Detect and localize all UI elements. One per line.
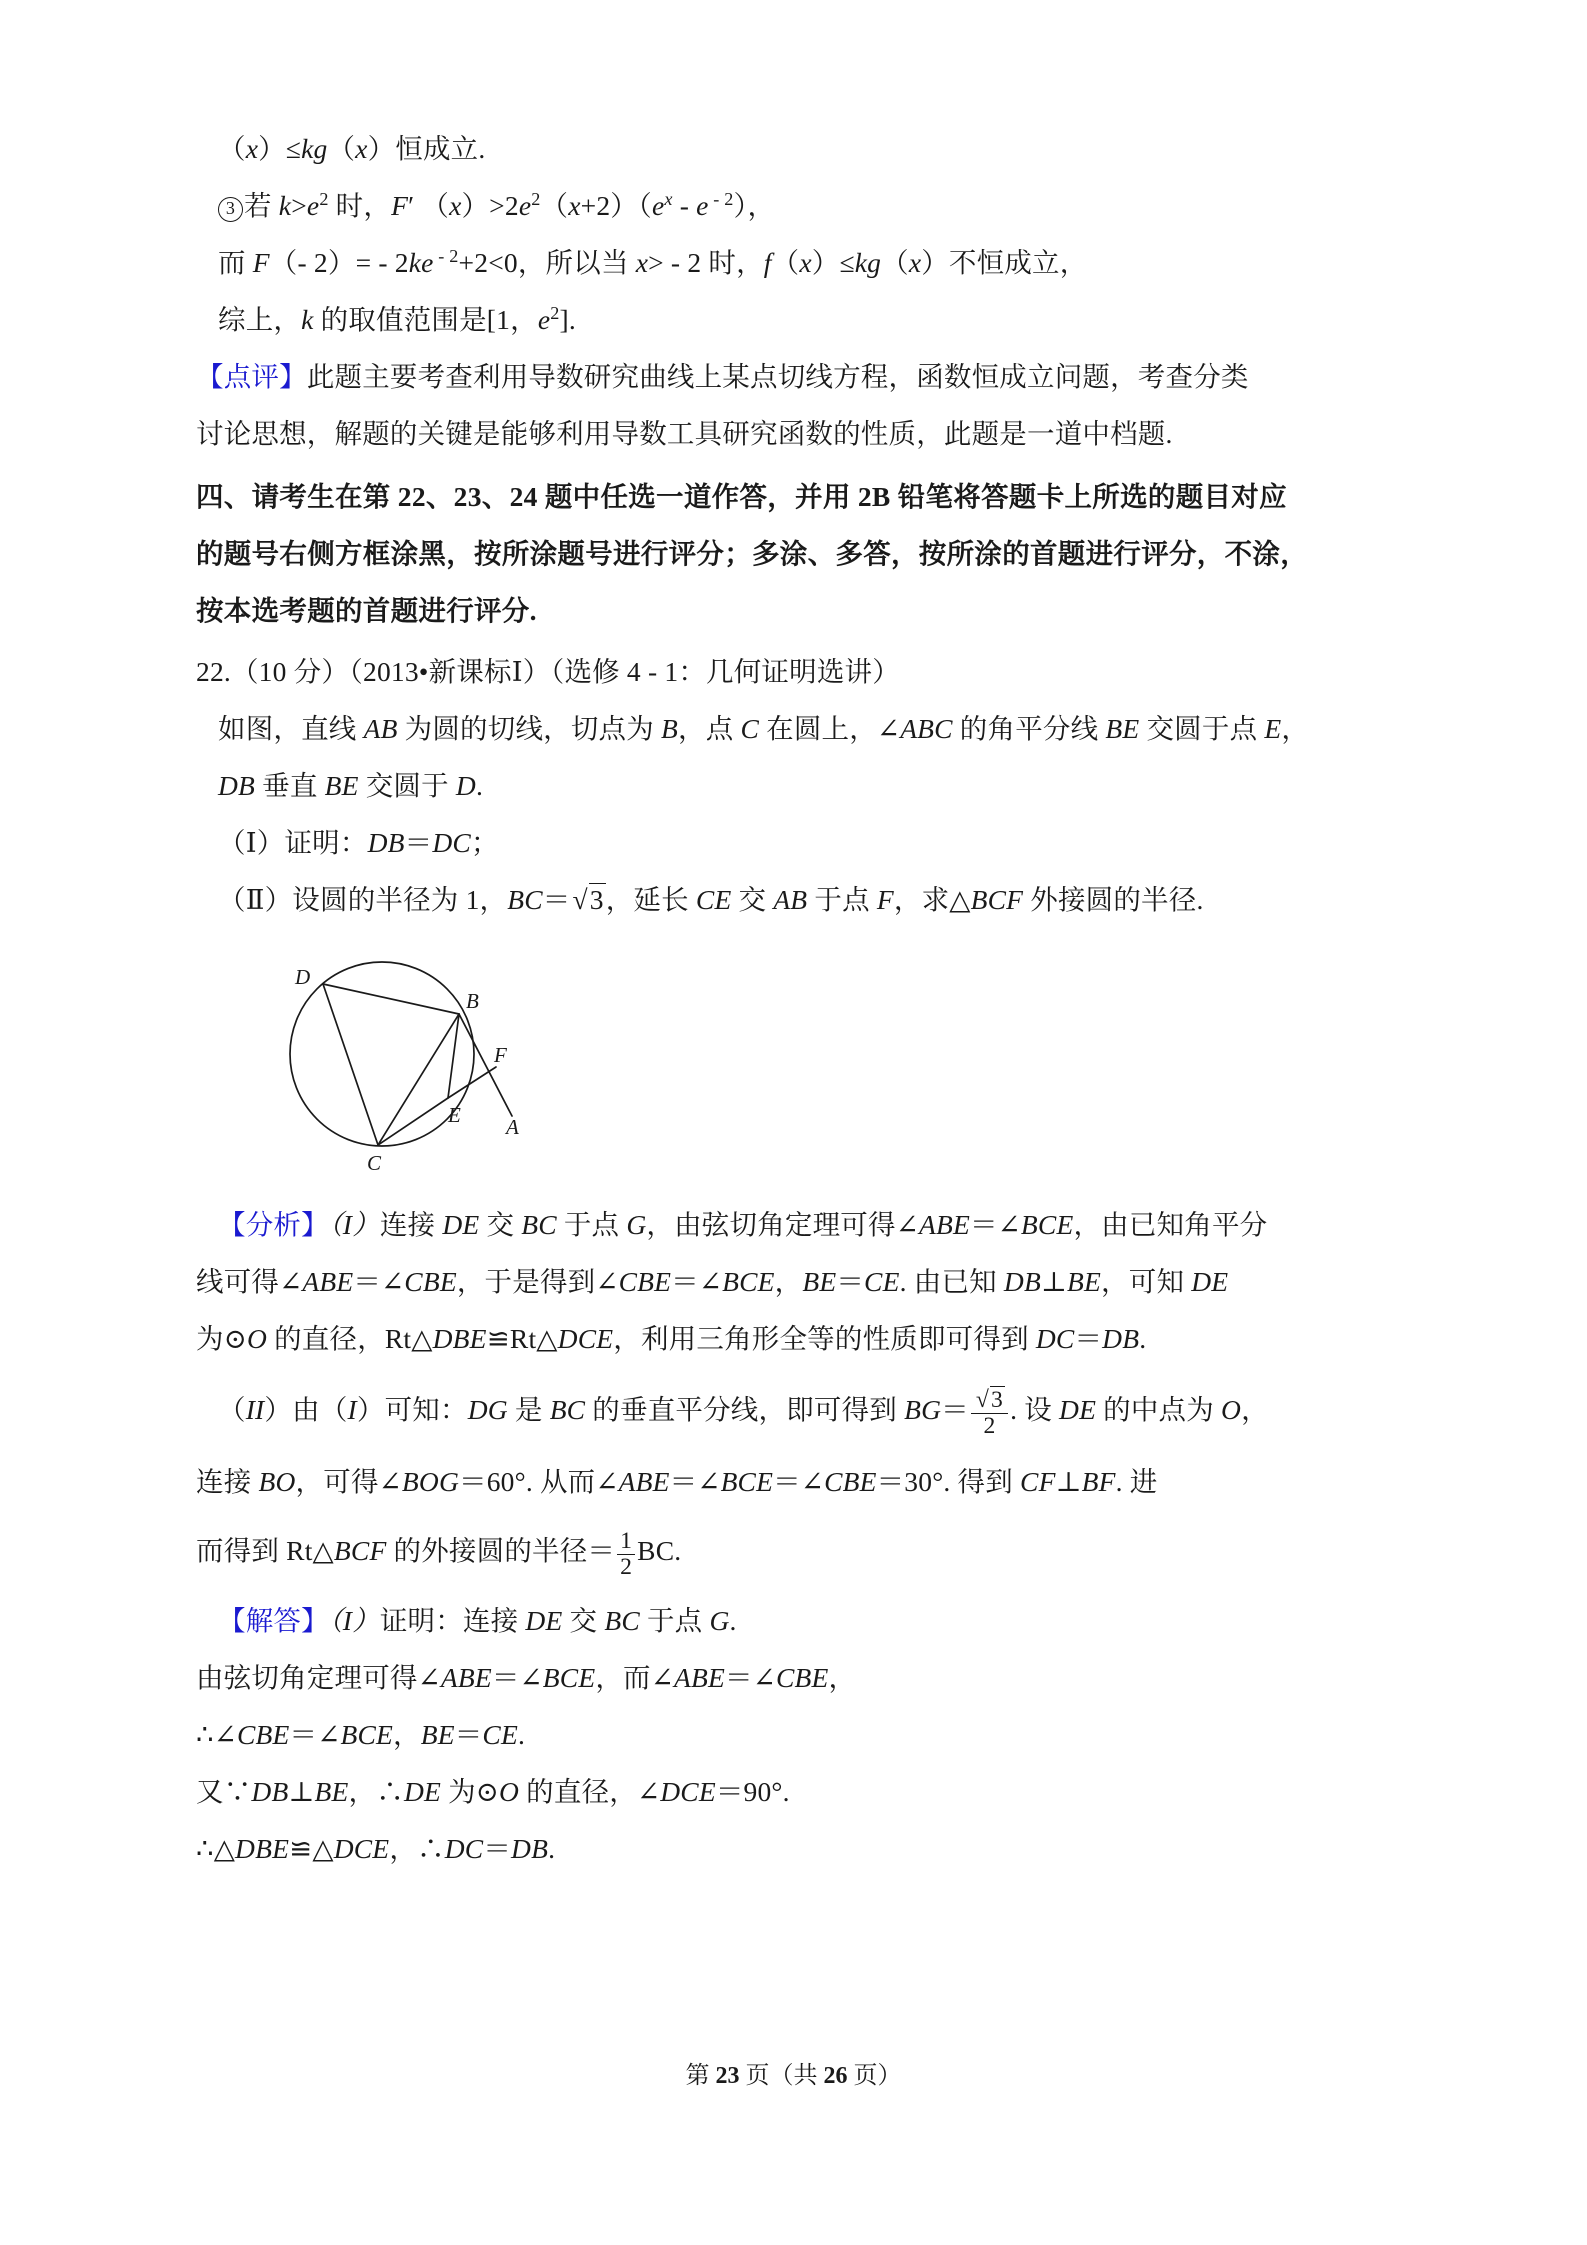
analysis-label: 【分析】 xyxy=(218,1209,329,1240)
comment-line-2 xyxy=(196,405,1412,462)
solution-line-5: ∴△DBE≌△DCE，∴DC＝DB. xyxy=(196,1833,556,1864)
line-conclusion-range: 综上，k 的取值范围是[1，$e^2$]. xyxy=(218,302,576,335)
line-case-3: 3 若 $k>e^2$ 时，F′ $(x)>2e^2(x+2)(e^x - e$ $^{- 2}$）， xyxy=(196,177,1412,234)
page-footer-text: 第 23 页（共 26 页） xyxy=(685,2063,902,2089)
circled-number-3: 3 xyxy=(218,197,243,222)
analysis-line-4: （II）由（I）可知：DG 是 BC 的垂直平分线，即可得到 BG＝ $\frac{√3}{2}$ . 设 DE 的中点为 O， xyxy=(218,1387,1269,1439)
circle-O xyxy=(290,962,474,1146)
analysis-line-6: 而得到 Rt△BCF 的外接圆的半径＝ $\frac{1}{2}$ BC. xyxy=(196,1528,682,1580)
label-F: F xyxy=(494,1043,507,1067)
question-22-part-1: （Ⅰ）证明：DB＝DC； xyxy=(218,827,499,858)
section-heading-block xyxy=(196,468,1412,639)
analysis-roman-1: （I） xyxy=(328,1209,380,1240)
label-A: A xyxy=(506,1115,519,1139)
solution-label: 【解答】 xyxy=(218,1605,329,1636)
segment-CE xyxy=(378,1098,448,1145)
page-number-current: 23 xyxy=(715,2063,740,2089)
fraction-one-over-two: $\frac{1}{2}$ xyxy=(617,1529,635,1580)
question-22-part-2: （Ⅱ）设圆的半径为 1，BC＝√3，延长 CE 交 AB 于点 F，求△BCF 外接圆的半径. xyxy=(196,871,1412,928)
segment-BC xyxy=(378,1014,459,1145)
solution-roman-1: （I） xyxy=(328,1605,380,1636)
analysis-line-1: 【分析】（I）连接 DE 交 BC 于点 G，由弦切角定理可得∠ABE＝∠BCE，由已知角平分 xyxy=(218,1209,1268,1240)
comment-label: 【点评】 xyxy=(196,361,307,392)
solution-line-4: 又∵DB⊥BE，∴DE 为⊙O 的直径，∠DCE＝90°. xyxy=(196,1776,790,1807)
question-22-stem-line-1: 如图，直线 AB 为圆的切线，切点为 B，点 C 在圆上，∠ABC 的角平分线 BE 交圆于点 E， xyxy=(218,713,1310,744)
fraction-sqrt3-over-2: $\frac{√3}{2}$ xyxy=(971,1388,1008,1439)
line-F-negative-two: 而 F（- 2）= - 2ke $^{- 2}$+2<0，所以当 x> - 2 时，f（x）≤kg（x）不恒成立， xyxy=(218,245,1088,278)
geometry-figure xyxy=(256,938,676,1190)
section-heading-line-2: 的题号右侧方框涂黑，按所涂题号进行评分；多涂、多答，按所涂的首题进行评分，不涂， xyxy=(196,538,1308,569)
comment-text-1: 此题主要考查利用导数研究曲线上某点切线方程，函数恒成立问题，考查分类 xyxy=(306,361,1249,392)
label-C: C xyxy=(367,1151,382,1175)
solution-line-1: 【解答】（I）证明：连接 DE 交 BC 于点 G. xyxy=(218,1605,737,1636)
segment-BE xyxy=(448,1014,459,1098)
analysis-line-2: 线可得∠ABE＝∠CBE，于是得到∠CBE＝∠BCE，BE＝CE. 由已知 DB⊥BE，可知 DE xyxy=(196,1266,1229,1297)
analysis-line-5: 连接 BO，可得∠BOG＝60°. 从而∠ABE＝∠BCE＝∠CBE＝30°. 得到 CF⊥BF. 进 xyxy=(196,1466,1158,1497)
label-E: E xyxy=(448,1103,461,1127)
analysis-line-3: 为⊙O 的直径，Rt△DBE≌Rt△DCE，利用三角形全等的性质即可得到 DC＝DB. xyxy=(196,1323,1147,1354)
segment-DB xyxy=(323,984,459,1014)
line-continued-inequality: （x）≤kg（x）恒成立. xyxy=(218,133,486,164)
section-heading-line-3: 按本选考题的首题进行评分. xyxy=(196,595,537,626)
comment-line-1 xyxy=(196,348,1412,405)
page-footer xyxy=(0,2055,1587,2090)
section-heading-line-1: 四、请考生在第 22、23、24 题中任选一道作答，并用 2B 铅笔将答题卡上所选的题目对应 xyxy=(196,481,1287,512)
page-number-total: 26 xyxy=(823,2063,848,2089)
comment-text-2: 讨论思想，解题的关键是能够利用导数工具研究函数的性质，此题是一道中档题. xyxy=(196,418,1173,449)
sqrt-symbol: √3 xyxy=(572,884,604,915)
geometry-diagram-svg xyxy=(256,938,676,1190)
question-22-header: 22.（10 分）（2013•新课标Ⅰ）（选修 4 - 1：几何证明选讲） xyxy=(196,656,900,687)
label-D: D xyxy=(295,965,311,989)
page-content xyxy=(196,120,1412,1877)
solution-line-3: ∴∠CBE＝∠BCE，BE＝CE. xyxy=(196,1719,526,1750)
segment-DC xyxy=(323,984,378,1145)
question-22-stem-line-2: DB 垂直 BE 交圆于 D. xyxy=(218,770,484,801)
label-B: B xyxy=(466,989,479,1013)
solution-line-2: 由弦切角定理可得∠ABE＝∠BCE，而∠ABE＝∠CBE， xyxy=(196,1662,857,1693)
